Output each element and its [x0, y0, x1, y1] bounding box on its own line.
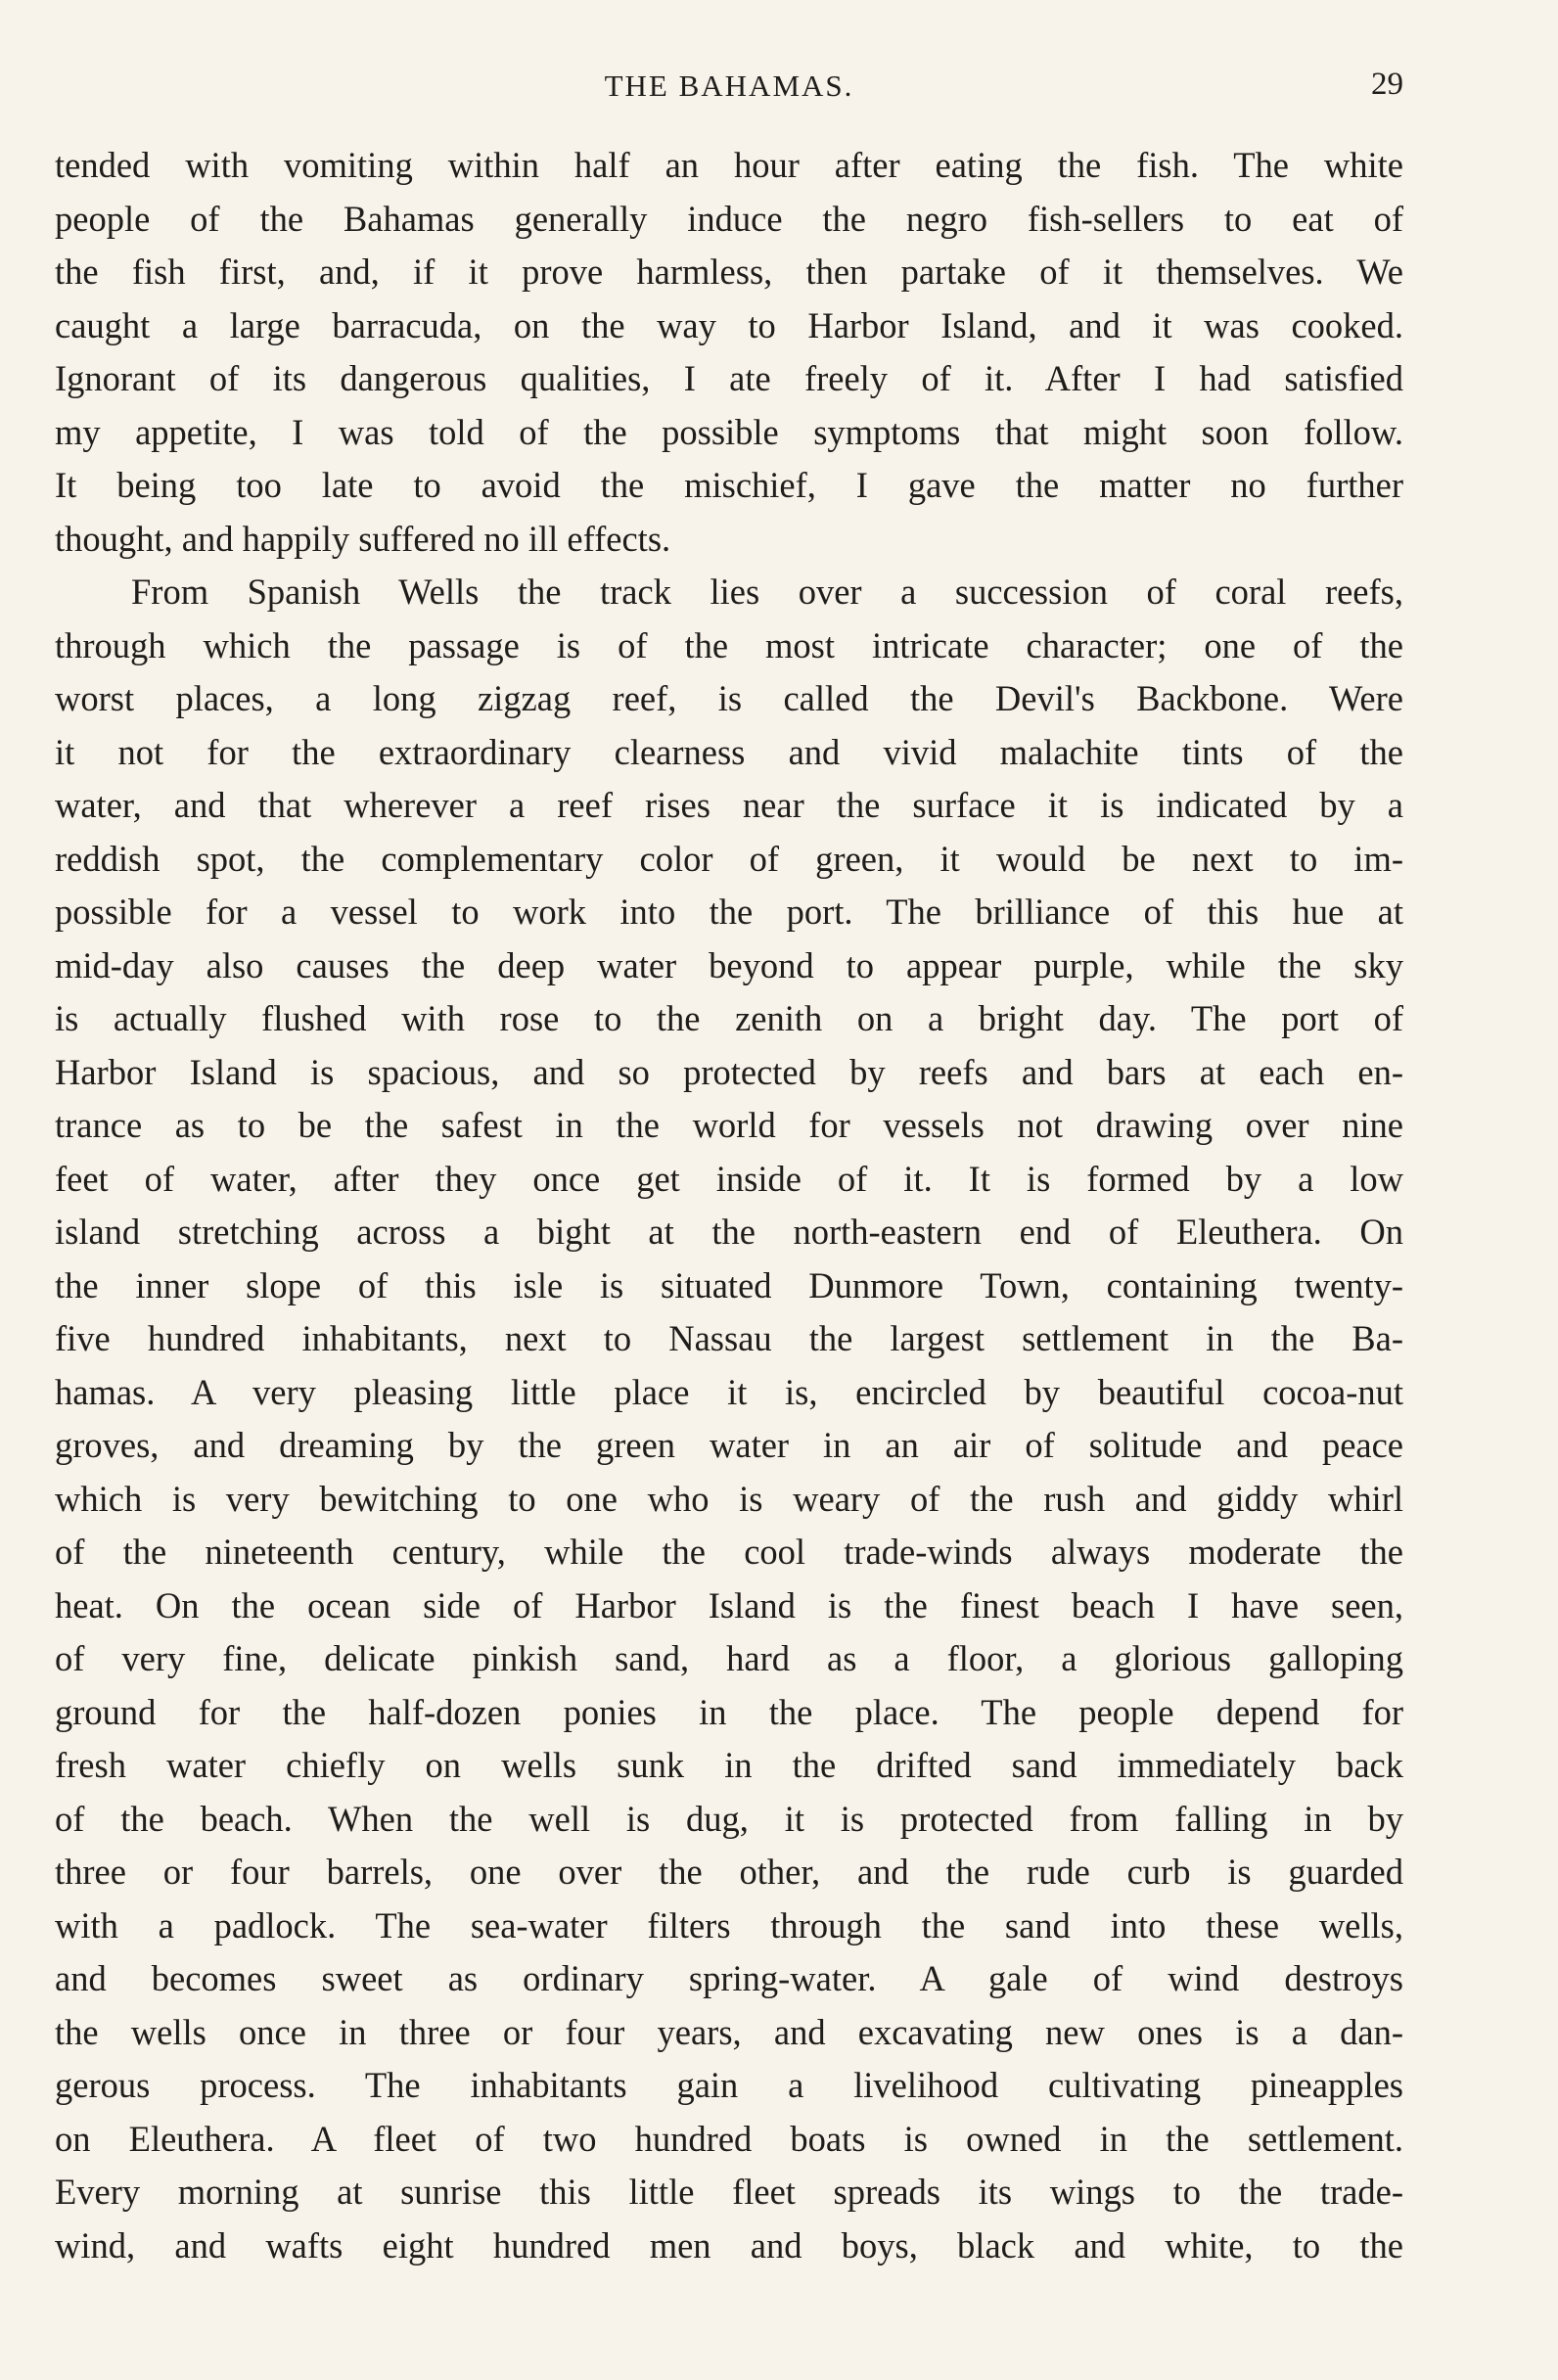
text-line: possible for a vessel to work into the port. The brilliance of this hue at [55, 892, 1403, 932]
text-line: island stretching across a bight at the north-eastern end of Eleuthera. On [55, 1212, 1403, 1252]
text-line: water, and that wherever a reef rises near the surface it is indicated by a [55, 785, 1403, 825]
text-line: feet of water, after they once get inside of it. It is formed by a low [55, 1158, 1403, 1199]
text-line: people of the Bahamas generally induce the negro fish-sellers to eat of [55, 198, 1403, 239]
text-line: of the nineteenth century, while the cool trade-winds always moderate the [55, 1532, 1403, 1572]
text-line: on Eleuthera. A fleet of two hundred boats is owned in the settlement. [55, 2118, 1403, 2159]
text-line: It being too late to avoid the mischief, I gave the matter no further [55, 465, 1403, 505]
text-line: Every morning at sunrise this little fleet spreads its wings to the trade- [55, 2172, 1403, 2212]
text-line: ground for the half-dozen ponies in the place. The people depend for [55, 1691, 1403, 1732]
text-line: my appetite, I was told of the possible symptoms that might soon follow. [55, 411, 1403, 452]
text-line: the fish first, and, if it prove harmless, then partake of it themselves. We [55, 252, 1403, 292]
text-line: three or four barrels, one over the other, and the rude curb is guarded [55, 1852, 1403, 1892]
running-head: THE BAHAMAS. [604, 69, 854, 103]
text-line: through which the passage is of the most intricate character; one of the [55, 624, 1403, 665]
text-line: Ignorant of its dangerous qualities, I ate freely of it. After I had satisfied [55, 358, 1403, 398]
text-line: worst places, a long zigzag reef, is called the Devil's Backbone. Were [55, 678, 1403, 718]
text-line: which is very bewitching to one who is weary of the rush and giddy whirl [55, 1478, 1403, 1519]
text-line: with a padlock. The sea-water filters through the sand into these wells, [55, 1904, 1403, 1945]
text-line: tended with vomiting within half an hour after eating the fish. The white [55, 145, 1403, 185]
text-line: trance as to be the safest in the world for vessels not drawing over nine [55, 1105, 1403, 1145]
text-line: and becomes sweet as ordinary spring-water. A gale of wind destroys [55, 1958, 1403, 1998]
text-line: mid-day also causes the deep water beyond to appear purple, while the sky [55, 944, 1403, 985]
text-line: the inner slope of this isle is situated Dunmore Town, containing twenty- [55, 1264, 1403, 1305]
page-number: 29 [1371, 67, 1403, 102]
text-line: is actually flushed with rose to the zenith on a bright day. The port of [55, 998, 1403, 1038]
text-line: fresh water chiefly on wells sunk in the drifted sand immediately back [55, 1745, 1403, 1785]
text-line: gerous process. The inhabitants gain a livelihood cultivating pineapples [55, 2065, 1403, 2105]
text-line: groves, and dreaming by the green water in an air of solitude and peace [55, 1425, 1403, 1465]
text-line: Harbor Island is spacious, and so protected by reefs and bars at each en- [55, 1051, 1403, 1092]
text-line: hamas. A very pleasing little place it is, encircled by beautiful cocoa-nut [55, 1371, 1403, 1412]
paragraph-start-line: From Spanish Wells the track lies over a succession of coral reefs, [131, 572, 1403, 612]
body-text [55, 139, 1403, 2272]
text-line: reddish spot, the complementary color of green, it would be next to im- [55, 838, 1403, 879]
text-line: heat. On the ocean side of Harbor Island is the finest beach I have seen, [55, 1584, 1403, 1625]
text-line: caught a large barracuda, on the way to Harbor Island, and it was cooked. [55, 304, 1403, 345]
text-line: it not for the extraordinary clearness and vivid malachite tints of the [55, 731, 1403, 772]
text-line: five hundred inhabitants, next to Nassau the largest settlement in the Ba- [55, 1318, 1403, 1358]
text-line: of very fine, delicate pinkish sand, hard as a floor, a glorious galloping [55, 1638, 1403, 1678]
text-line: the wells once in three or four years, and excavating new ones is a dan- [55, 2011, 1403, 2052]
text-line: of the beach. When the well is dug, it is protected from falling in by [55, 1798, 1403, 1839]
page-header [55, 67, 1403, 110]
text-line: thought, and happily suffered no ill effects. [55, 518, 671, 559]
text-line: wind, and wafts eight hundred men and boys, black and white, to the [55, 2224, 1403, 2266]
